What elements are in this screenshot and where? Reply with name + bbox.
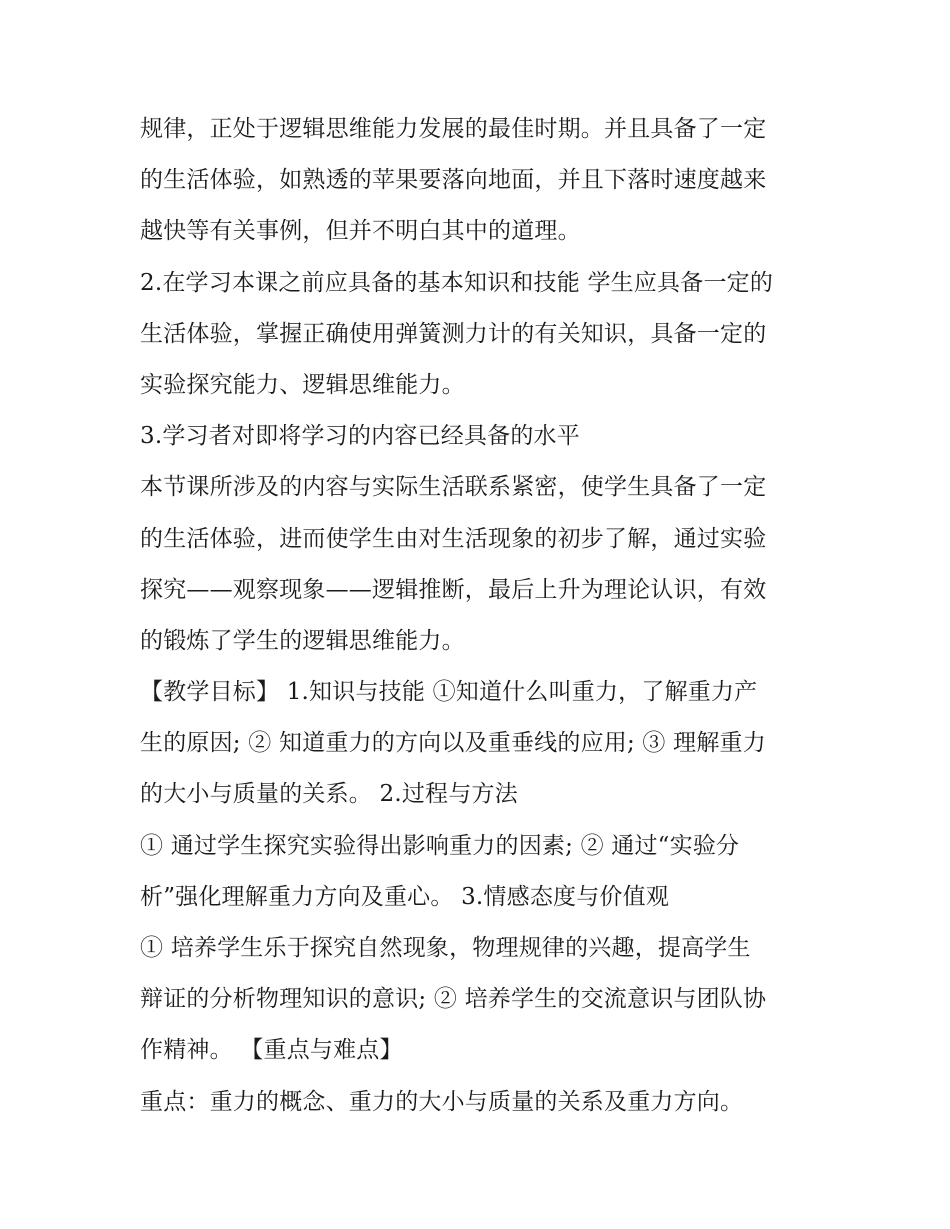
section-heading-line: 3.学习者对即将学习的内容已经具备的水平 <box>140 423 580 450</box>
section-heading-line: 【教学目标】 1.知识与技能 ①知道什么叫重力，了解重力产 <box>140 679 758 706</box>
text-line: 实验探究能力、逻辑思维能力。 <box>140 371 465 398</box>
text-line: 生的原因; ② 知道重力的方向以及重垂线的应用; ③ 理解重力 <box>140 730 766 757</box>
document-body <box>140 104 820 1128</box>
text-line: 规律，正处于逻辑思维能力发展的最佳时期。并且具备了一定 <box>140 116 767 142</box>
text-line: 重点：重力的概念、重力的大小与质量的关系及重力方向。 <box>140 1088 744 1115</box>
section-heading-line: 2.在学习本课之前应具备的基本知识和技能 学生应具备一定的 <box>140 269 774 296</box>
text-line: 生活体验，掌握正确使用弹簧测力计的有关知识，具备一定的 <box>140 320 767 347</box>
text-line: 析”强化理解重力方向及重心。 3.情感态度与价值观 <box>140 883 670 910</box>
text-line: 的生活体验，进而使学生由对生活现象的初步了解，通过实验 <box>140 525 767 552</box>
text-line: 本节课所涉及的内容与实际生活联系紧密，使学生具备了一定 <box>140 474 767 501</box>
text-line: 越快等有关事例，但并不明白其中的道理。 <box>140 218 581 245</box>
text-line: 的生活体验，如熟透的苹果要落向地面，并且下落时速度越来 <box>140 167 767 194</box>
text-line: 的锻炼了学生的逻辑思维能力。 <box>140 627 465 654</box>
text-line: 的大小与质量的关系。 2.过程与方法 <box>140 781 518 808</box>
text-line: ① 培养学生乐于探究自然现象，物理规律的兴趣，提高学生 <box>140 935 751 961</box>
text-line: ① 通过学生探究实验得出影响重力的因素; ② 通过“实验分 <box>140 832 740 859</box>
text-line: 辩证的分析物理知识的意识; ② 培养学生的交流意识与团队协 <box>140 986 767 1013</box>
text-line: 作精神。 【重点与难点】 <box>140 1037 403 1064</box>
text-line: 探究——观察现象——逻辑推断，最后上升为理论认识，有效 <box>140 576 767 603</box>
